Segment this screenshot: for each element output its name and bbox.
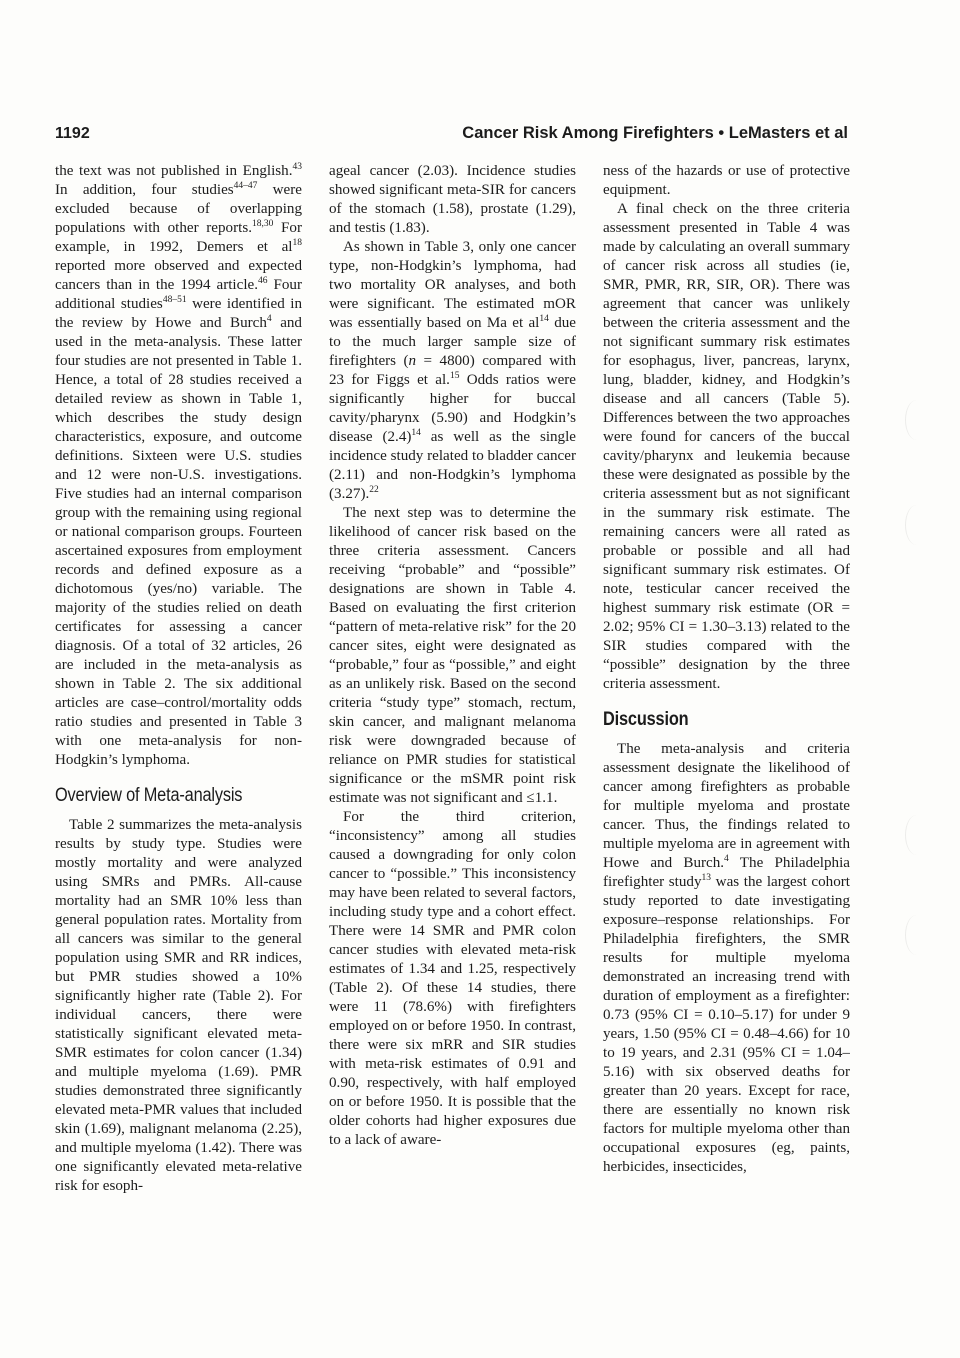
citation-superscript: 18,30	[251, 218, 274, 229]
paragraph	[603, 740, 850, 1177]
text-run: were excluded because of overlapping populations with other reports.	[55, 182, 302, 236]
paragraph	[329, 504, 576, 808]
bleed-through-mark	[905, 505, 928, 545]
italic-text: n	[408, 353, 417, 369]
text-run: ness of the hazards or use of protective equipment.	[603, 163, 850, 198]
text-run: For the third criterion, “inconsistency” among all studies caused a downgrading for only colon cancer to “possible.” This inconsistency may have been related to several factors, including study type and a cohort effect. There were 14 SMR and PMR colon cancer studies with elevated meta-risk estimates of 1.34 and 1.25, respectively (Table 2). Of these 14 studies, there were 11 (78.6%) with firefighters employed on or before 1950. In contrast, there were six mRR and SIR studies with meta-risk estimates of 0.91 and 0.90, respectively, with half employed on or before 1950. It is possible that the older cohorts had higher exposures due to a lack of aware-	[329, 809, 576, 1148]
paragraph	[329, 162, 576, 238]
paragraph	[329, 238, 576, 504]
text-columns	[55, 162, 850, 1222]
text-run: The next step was to determine the likelihood of cancer risk based on the three criteria assessment. Cancers receiving “probable” and “possible” designations are shown in Table 4. Based on evaluating the first criterion “pattern of meta-relative risk” for the 20 cancer sites, eight were designated as “probable,” four as “possible,” and eight as an unlikely risk. Based on the second criteria “study type” stomach, rectum, skin cancer, and malignant melanoma risk were downgraded because of reliance on PMR studies for statistical significance or the mSMR point risk estimate was not significant and ≤1.1.	[329, 505, 576, 806]
text-run: and used in the meta-analysis. These latter four studies are not presented in Table 1. Hence, a total of 28 studies received a detailed review as shown in Table 1, which describes the study design characteristics, exposure, and outcome definitions. Sixteen were U.S. studies and 12 were non-U.S. investigations. Five studies had an internal comparison group with the remaining using regional or national comparison groups. Fourteen ascertained exposures from employment records and defined exposure as a dichotomous (yes/no) variable. The majority of the studies relied on death certificates for assessing a cancer diagnosis. Of a total of 32 articles, 26 are included in the meta-analysis as shown in Table 2. The six additional articles are case–control/mortality odds ratio studies and presented in Table 3 with one meta-analysis for non-Hodgkin’s lymphoma.	[55, 315, 302, 768]
text-run: The meta-analysis and criteria assessment designate the likelihood of cancer among firefighters as probable for multiple myeloma and prostate cancer. Thus, the findings related to multiple myeloma are in agreement with Howe and Burch.	[603, 741, 850, 871]
citation-superscript: 14	[411, 427, 421, 438]
paragraph	[603, 162, 850, 200]
section-heading-discussion: Discussion	[603, 709, 689, 730]
citation-superscript: 14	[539, 313, 549, 324]
citation-superscript: 44–47	[233, 180, 258, 191]
text-run: as well as the single incidence study related to bladder cancer (2.11) and non-Hodgkin’s lymphoma (3.27).	[329, 429, 576, 502]
citation-superscript: 18	[292, 237, 302, 248]
column-3	[603, 162, 850, 1222]
citation-superscript: 13	[701, 872, 712, 883]
paragraph	[329, 808, 576, 1150]
text-run: As shown in Table 3, only one cancer type, non-Hodgkin’s lymphoma, had two mortality OR analyses, and both were significant. The estimated mOR was essentially based on Ma et al	[329, 239, 576, 331]
bleed-through-mark	[905, 400, 928, 440]
text-run: = 4800) compared with 23 for Figgs et al.	[329, 353, 576, 388]
column-1	[55, 162, 302, 1222]
citation-superscript: 46	[258, 275, 268, 286]
section-heading-overview: Overview of Meta-analysis	[55, 785, 243, 806]
citation-superscript: 15	[449, 370, 460, 381]
text-run: were identified in the review by Howe and Burch	[55, 296, 302, 331]
running-title: Cancer Risk Among Firefighters • LeMasters et al	[462, 124, 848, 142]
text-run: the text was not published in English.	[55, 163, 293, 179]
text-run: In addition, four studies	[55, 182, 234, 198]
text-run: Table 2 summarizes the meta-analysis results by study type. Studies were mostly mortality and were analyzed using SMRs and PMRs. All-cause mortality had an SMR 10% less than general population rates. Mortality from all cancers was similar to the general population using SMR and RR indices, but PMR studies showed a 10% significantly higher rate (Table 2). For individual cancers, there were statistically significant elevated meta-SMR estimates for colon cancer (1.34) and multiple myeloma (1.69). PMR studies demonstrated three significantly elevated meta-PMR values that included skin (1.69), malignant melanoma (2.25), and multiple myeloma (1.42). There was one significantly elevated meta-relative risk for esoph-	[55, 817, 302, 1194]
paragraph	[55, 162, 302, 770]
text-run: Four additional studies	[55, 277, 302, 312]
text-run: ageal cancer (2.03). Incidence studies showed significant meta-SIR for cancers of the stomach (1.58), prostate (1.29), and testis (1.83).	[329, 163, 576, 236]
citation-superscript: 43	[292, 162, 302, 172]
column-2	[329, 162, 576, 1222]
text-run: was the largest cohort study reported to date investigating exposure–response relationships. For Philadelphia firefighters, the SMR results for multiple myeloma demonstrated an increasing trend with duration of employment as a firefighter: 0.73 (95% CI = 0.10–5.17) for under 9 years, 1.50 (95% CI = 0.48–4.66) for 10 to 19 years, and 2.31 (95% CI = 1.04–5.16) with six observed deaths for greater than 20 years. Except for race, there are essentially no known risk factors for multiple myeloma other than occupational exposures (eg, paints, herbicides, insecticides,	[603, 874, 850, 1175]
paragraph	[603, 200, 850, 694]
text-run: For example, in 1992, Demers et al	[55, 220, 302, 255]
citation-superscript: 4	[724, 853, 729, 864]
text-run: Odds ratios were significantly higher for buccal cavity/pharynx (5.90) and Hodgkin’s disease (2.4)	[329, 372, 576, 445]
page-number: 1192	[55, 125, 90, 142]
citation-superscript: 48–51	[162, 294, 187, 305]
paragraph	[55, 816, 302, 1196]
page-header	[55, 124, 848, 143]
citation-superscript: 22	[369, 484, 379, 495]
bleed-through-mark	[905, 815, 928, 855]
text-run: due to the much larger sample size of firefighters (	[329, 315, 576, 369]
text-run: reported more observed and expected cancers than in the 1994 article.	[55, 258, 302, 293]
citation-superscript: 4	[266, 313, 272, 324]
bleed-through-mark	[905, 915, 928, 955]
text-run: The Philadelphia firefighter study	[603, 855, 850, 890]
text-run: A final check on the three criteria assessment presented in Table 4 was made by calculating an overall summary of cancer risk across all studies (ie, SMR, PMR, RR, SIR, OR). There was agreement that cancer was unlikely between the criteria assessment and the not significant summary risk estimates for esophagus, liver, pancreas, larynx, lung, bladder, kidney, and Hodgkin’s disease and all cancers (Table 5). Differences between the two approaches were found for cancers of the buccal cavity/pharynx and leukemia because these were designated as possible by the criteria assessment but as not significant in the summary risk estimate. The remaining cancers were all rated as probable or possible and all had significant summary risk estimates. Of note, testicular cancer received the highest summary risk estimate (OR = 2.02; 95% CI = 1.30–3.13) related to the SIR studies compared with the “possible” designation by the three criteria assessment.	[603, 201, 850, 692]
